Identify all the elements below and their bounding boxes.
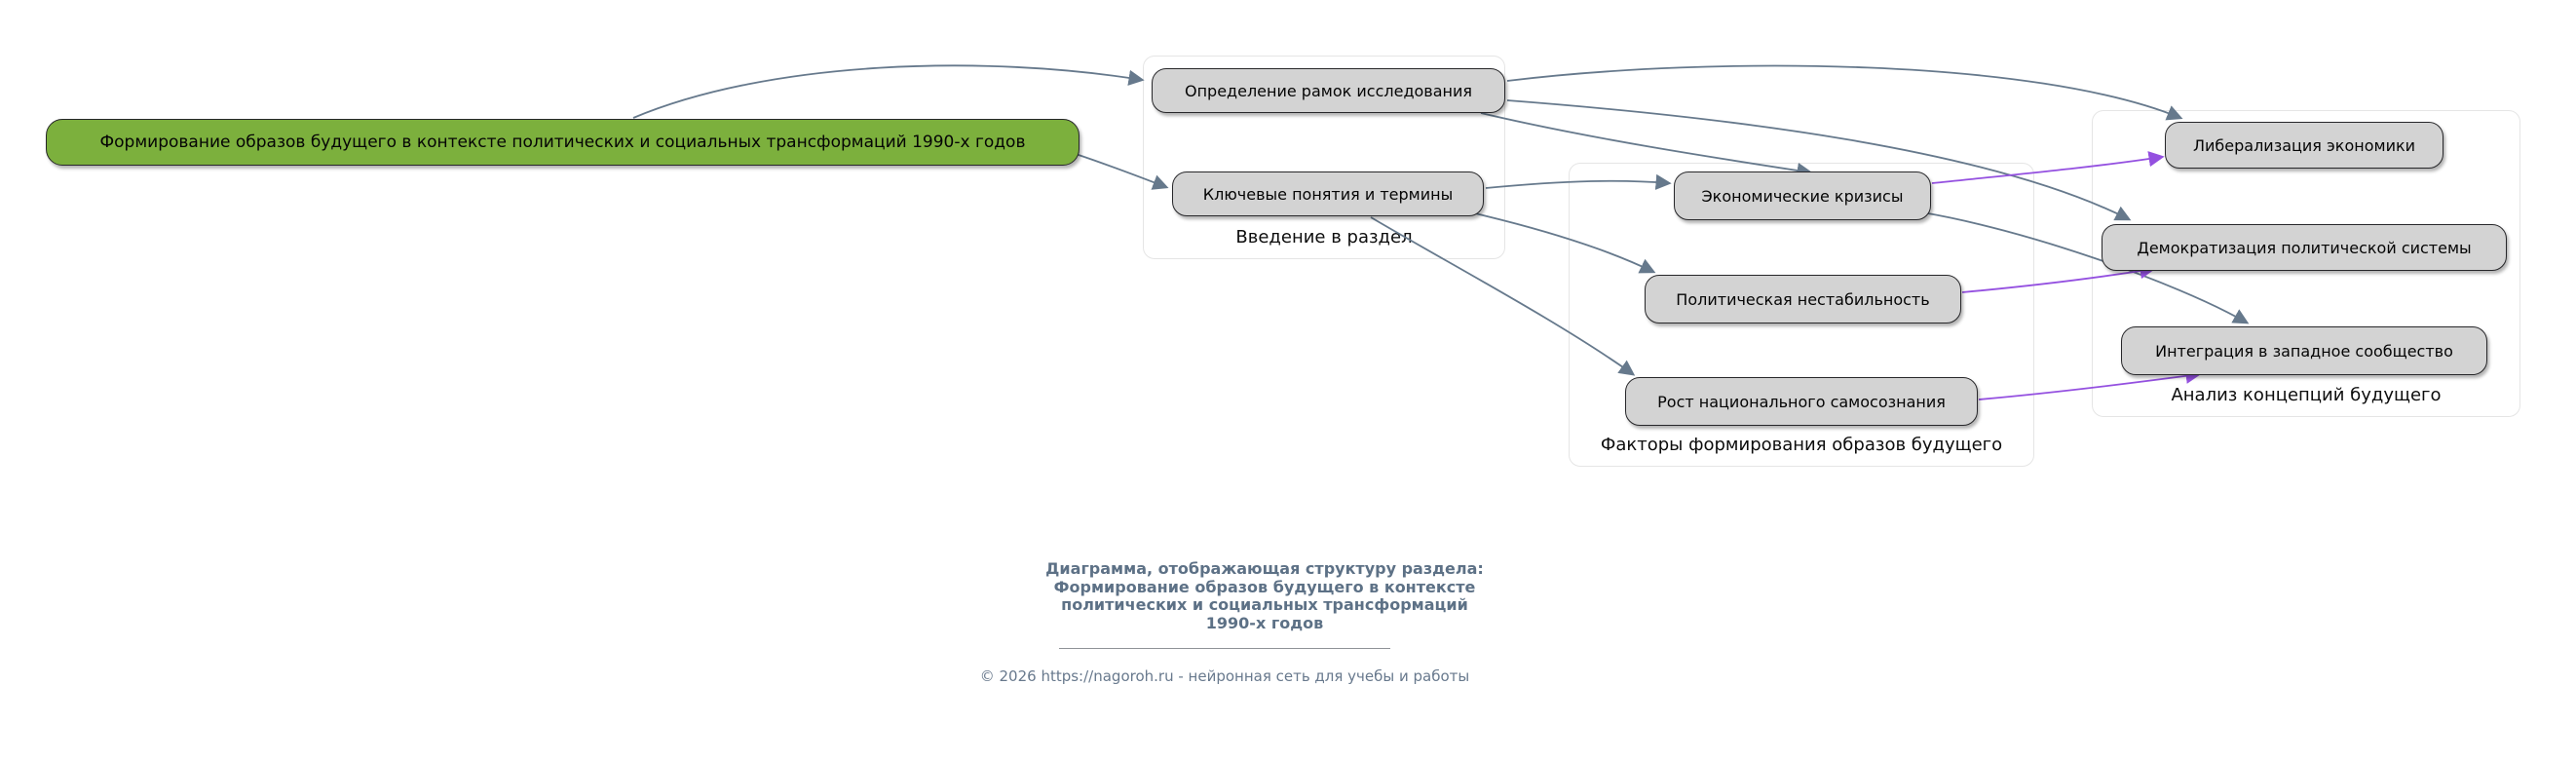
group-label-factors: Факторы формирования образов будущего <box>1600 435 2003 455</box>
caption-divider <box>1059 648 1390 649</box>
diagram-node-root: Формирование образов будущего в контексте политических и социальных трансформаций 1990-х годов <box>46 119 1080 166</box>
diagram-node-polit: Политическая нестабильность <box>1645 275 1961 323</box>
diagram-node-integr: Интеграция в западное сообщество <box>2121 326 2487 375</box>
caption-line-2: Формирование образов будущего в контексте <box>1053 577 1476 596</box>
group-label-intro: Введение в раздел <box>1235 227 1413 247</box>
caption-line-4: 1990-х годов <box>1205 613 1324 632</box>
caption-line-3: политических и социальных трансформаций <box>1061 595 1468 615</box>
diagram-node-demokr: Демократизация политической системы <box>2102 224 2507 271</box>
diagram-node-rost: Рост национального самосознания <box>1625 377 1978 426</box>
group-label-analysis: Анализ концепций будущего <box>2171 385 2442 405</box>
diagram-node-klyuchevye: Ключевые понятия и термины <box>1172 171 1484 216</box>
diagram-node-liber: Либерализация экономики <box>2165 122 2443 169</box>
diagram-node-opredelenie: Определение рамок исследования <box>1152 68 1505 113</box>
diagram-node-ekonom: Экономические кризисы <box>1674 171 1931 220</box>
caption-line-1: Диаграмма, отображающая структуру раздела: <box>1045 559 1484 578</box>
diagram-caption <box>1045 560 1484 632</box>
footer-credit: © 2026 https://nagoroh.ru - нейронная сеть для учебы и работы <box>979 667 1470 685</box>
